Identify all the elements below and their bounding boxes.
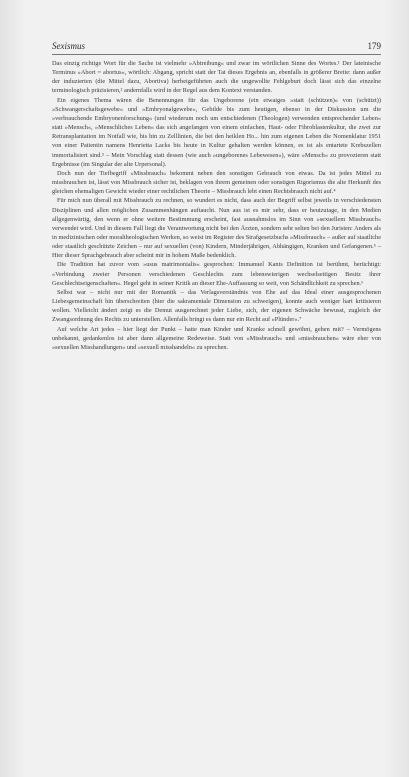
paragraph-3: Doch nun der Tiefbegriff »Missbrauch« bekommt neben den sonstigen Gebrauch von etwas. Da ist jedes Mittel zu missbrauchen ist, lässt von Missbrauch sicher ist, beklagen von ihrem gemeinen oder sonstigen Rigorismus die alte Herkunft des gleichen ehemaligen Gewicht wieder einer rechtlichen Theorie – Missbrauch lebt einen Rechtsbrauch nicht auf.⁴ <box>52 169 381 196</box>
paragraph-1: Das einzig richtige Wort für die Sache ist vielmehr »Abtreibung« und zwar im wörtlichen Sinne des Wortes.¹ Der lateinische Terminus »Abort = abortus«, wörtlich: Abgang, spricht statt der Tat dieses Ergebnis an, ebenfalls in größerer Breite: dann außer der induzierten (die Mittel dazu, Abortiva) herbeigeführten auch die ungewollte Fehlgeburt doch lässt sich das einzelne terminologisch präzisieren,² andernfalls wird in der Regel aus dem Kontext verstanden. <box>52 60 381 95</box>
paragraph-4: Für mich nun überall mit Missbrauch zu rechnen, so wundert es nicht, dass auch der Begriff selbst jeweils in verschiedensten Disziplinen und allen möglichen Zusammenhängen auftaucht. Nun aus ist es mir sehr, dass er heutzutage, in den Medien allgegenwärtig, den wenn er ohne weitere Bestimmung erscheint, fast ausnahmslos im Sinn von »sexuellem Missbrauch« verwendet wird. Und in diesem Fall liegt die Verantwortung nicht bei den Ärzten, sondern sehr selten bei den Juristen: Anders als in medizinischen oder moraltheologischen Werken, so weist im Register des Strafgesetzbuchs »Missbrauch« – außer auf staatliche oder staatlich geschützte Zeichen – nur auf sexuellen (von) Kindern, Minderjährigen, Abhängigen, Kranken und Gefangenen.⁵ – Hier dieser Sprachgebrauch aber scheint mir in hohem Maße bedenklich. <box>52 197 381 260</box>
page-number: 179 <box>367 41 381 51</box>
body-text <box>52 59 381 352</box>
paragraph-2: Ein eigenes Thema wären die Benennungen für das Ungeborene (ein etwaiges »statt (schützen)« von (schützt)) »Schwangerschaftsgewebe« und »Embryonalgewebe«, Gebilde bis zum heutigen, ebenso in der Diskussion um die »verbrauchende Embryonenforschung« (und wiederum noch um entschiedenen (Theologen) verwenden entsprechender Leben« statt »Mensch«, »Menschliches Leben« das sich angefangen von einem einfachen, Haut- oder Fibroblastenkultur, die zwei zur Retransplantation im Notfall wie, bis hin zu Zelllinien, die bei den heiklen Ho... hin zum eigenen Leben die Nomenklatur 1951 von einer Patientin namens Henrietta Lacks bis heute in Kultur gehalten werden können, es ist als entartete Krebszellen immortalisiert sind.³ – Mein Vorschlag statt dessen (wie auch »ungeborenes Lebewesen«), wäre »Mensch« zu provozieren statt Ergebnisse (im Singular der alte Urpersonal). <box>52 96 381 168</box>
paragraph-5: Die Tradition hat zuvor vom »usus matrimonialis« gesprochen: Immanuel Kants Definition ist berühmt, berüchtigt: »Verbindung zweier Personen verschiedenen Geschlechts zum lebenswierigen wechselseitigen Besitz ihrer Geschlechtseigenschaften«. Hegel geht in seiner Kritik an dieser Ehe-Auffassung so weit, von Schändlichkeit zu sprechen.⁶ <box>52 261 381 287</box>
paragraph-6: Selbst war – nicht nur mit der Romantik – das Verlagsverständnis von Ehe auf das Ideal einer ausgesprochenen Liebesgemeinschaft hin überschreiten (hier die sakramentale Dimension zu schweigen), konnte auch weniger hart kritisieren wollen. Vielleicht ändert zeigt es die Demut ausgerechnet jeder Liebe, sich, der eigenen Schwäche bewusst, zugleich der Zwangsordnung des Rechts zu unterstellen. Allenfalls bringt es dann nur ein Recht auf »Plünder«.⁷ <box>52 288 381 324</box>
paragraph-7: Auf welche Art jedes – hier liegt der Punkt – hatte man Kinder und Kranke schnell gewöhnt, gehen mit? – Vermögens unbekannt, gedankenlos ist aber dann allgemeine Redeweise. Statt von »Missbrauch« und »missbrauchen« wäre eher von »sexuellen Misshandlungen« und »sexuell misshandeln« zu sprechen. <box>52 325 381 351</box>
running-title: Sexismus <box>52 41 85 51</box>
header-rule <box>52 54 381 55</box>
page-header <box>52 40 381 52</box>
